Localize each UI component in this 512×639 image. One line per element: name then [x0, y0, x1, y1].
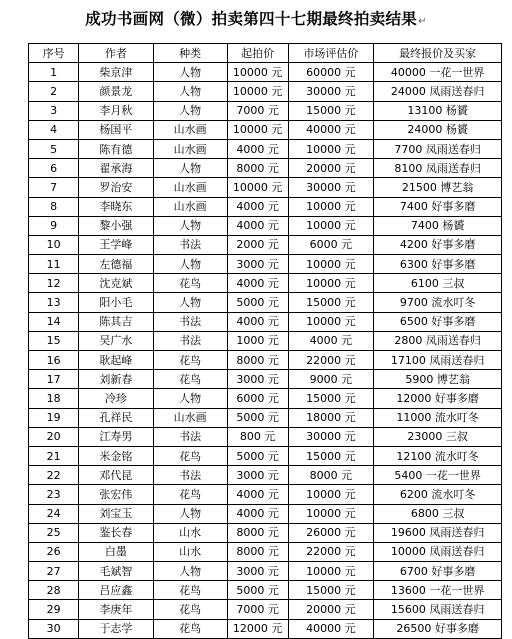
cell-start-price: 8000 元	[227, 542, 288, 561]
cell-final-bid-buyer: 12100 流水叮冬	[374, 446, 502, 465]
cell-author: 罗治安	[79, 178, 153, 197]
cell-start-price: 3000 元	[227, 562, 288, 581]
cell-start-price: 800 元	[227, 427, 288, 446]
table-row	[29, 159, 502, 178]
cell-market-estimate: 20000 元	[288, 159, 374, 178]
cell-start-price: 10000 元	[227, 63, 288, 82]
cell-start-price: 4000 元	[227, 485, 288, 504]
cell-final-bid-buyer: 6300 好事多磨	[374, 255, 502, 274]
cell-category: 山水	[153, 542, 227, 561]
table-row	[29, 427, 502, 446]
cell-start-price: 2000 元	[227, 235, 288, 254]
cell-final-bid-buyer: 23000 三叔	[374, 427, 502, 446]
cell-category: 人物	[153, 389, 227, 408]
cell-category: 山水画	[153, 197, 227, 216]
cell-category: 人物	[153, 255, 227, 274]
cell-market-estimate: 22000 元	[288, 351, 374, 370]
table-header-row	[29, 44, 502, 63]
cell-final-bid-buyer: 9700 流水叮冬	[374, 293, 502, 312]
cell-start-price: 4000 元	[227, 216, 288, 235]
table-row	[29, 312, 502, 331]
cell-author: 吴广水	[79, 331, 153, 350]
cell-final-bid-buyer: 40000 一花一世界	[374, 63, 502, 82]
table-row	[29, 389, 502, 408]
cell-category: 山水	[153, 523, 227, 542]
cell-final-bid-buyer: 7700 凤雨送春归	[374, 139, 502, 158]
cell-final-bid-buyer: 6100 三叔	[374, 274, 502, 293]
cell-index: 26	[29, 542, 79, 561]
cell-final-bid-buyer: 11000 流水叮冬	[374, 408, 502, 427]
cell-index: 9	[29, 216, 79, 235]
header-category: 种类	[153, 44, 227, 63]
cell-start-price: 10000 元	[227, 120, 288, 139]
cell-author: 张宏伟	[79, 485, 153, 504]
cell-index: 1	[29, 63, 79, 82]
cell-index: 10	[29, 235, 79, 254]
table-row	[29, 63, 502, 82]
table-row	[29, 235, 502, 254]
cell-index: 7	[29, 178, 79, 197]
cell-market-estimate: 10000 元	[288, 485, 374, 504]
cell-author: 李晓东	[79, 197, 153, 216]
cell-category: 人物	[153, 63, 227, 82]
cell-market-estimate: 8000 元	[288, 466, 374, 485]
table-row	[29, 351, 502, 370]
cell-start-price: 10000 元	[227, 178, 288, 197]
cell-index: 28	[29, 581, 79, 600]
cell-author: 王学峰	[79, 235, 153, 254]
cell-final-bid-buyer: 21500 博艺翁	[374, 178, 502, 197]
table-row	[29, 82, 502, 101]
cell-author: 于志学	[79, 619, 153, 638]
header-start-price: 起拍价	[227, 44, 288, 63]
cell-author: 阳小毛	[79, 293, 153, 312]
cell-category: 书法	[153, 235, 227, 254]
cell-final-bid-buyer: 7400 杨贇	[374, 216, 502, 235]
cell-category: 花鸟	[153, 600, 227, 619]
cell-category: 人物	[153, 562, 227, 581]
cell-market-estimate: 40000 元	[288, 619, 374, 638]
title-text: 成功书画网（微）拍卖第四十七期最终拍卖结果	[85, 10, 418, 28]
table-row	[29, 542, 502, 561]
cell-index: 11	[29, 255, 79, 274]
cell-author: 颜景龙	[79, 82, 153, 101]
cell-start-price: 6000 元	[227, 389, 288, 408]
cell-category: 山水画	[153, 178, 227, 197]
table-row	[29, 197, 502, 216]
cell-index: 16	[29, 351, 79, 370]
cell-start-price: 3000 元	[227, 466, 288, 485]
cell-category: 书法	[153, 312, 227, 331]
cell-start-price: 3000 元	[227, 255, 288, 274]
header-author: 作者	[79, 44, 153, 63]
cell-author: 耿起峰	[79, 351, 153, 370]
cell-start-price: 5000 元	[227, 446, 288, 465]
cell-final-bid-buyer: 19600 凤雨送春归	[374, 523, 502, 542]
cell-final-bid-buyer: 13600 一花一世界	[374, 581, 502, 600]
table-row	[29, 120, 502, 139]
cell-index: 17	[29, 370, 79, 389]
cell-market-estimate: 22000 元	[288, 542, 374, 561]
cell-category: 人物	[153, 504, 227, 523]
table-row	[29, 446, 502, 465]
cell-market-estimate: 10000 元	[288, 139, 374, 158]
cell-start-price: 5000 元	[227, 581, 288, 600]
cell-final-bid-buyer: 5900 博艺翁	[374, 370, 502, 389]
cell-start-price: 5000 元	[227, 293, 288, 312]
cell-index: 5	[29, 139, 79, 158]
cell-final-bid-buyer: 4200 好事多磨	[374, 235, 502, 254]
cell-market-estimate: 10000 元	[288, 197, 374, 216]
cell-index: 19	[29, 408, 79, 427]
cell-author: 刘宝玉	[79, 504, 153, 523]
cell-final-bid-buyer: 12000 好事多磨	[374, 389, 502, 408]
cell-market-estimate: 30000 元	[288, 427, 374, 446]
cell-market-estimate: 26000 元	[288, 523, 374, 542]
cell-author: 沈克斌	[79, 274, 153, 293]
cell-market-estimate: 30000 元	[288, 178, 374, 197]
header-market-estimate: 市场评估价	[288, 44, 374, 63]
table-row	[29, 216, 502, 235]
table-row	[29, 139, 502, 158]
cell-market-estimate: 10000 元	[288, 312, 374, 331]
cell-category: 山水画	[153, 408, 227, 427]
cell-index: 14	[29, 312, 79, 331]
cell-final-bid-buyer: 6500 好事多磨	[374, 312, 502, 331]
cell-market-estimate: 15000 元	[288, 101, 374, 120]
cell-market-estimate: 15000 元	[288, 446, 374, 465]
cell-final-bid-buyer: 24000 杨贇	[374, 120, 502, 139]
table-row	[29, 178, 502, 197]
cell-final-bid-buyer: 5400 一花一世界	[374, 466, 502, 485]
cell-index: 25	[29, 523, 79, 542]
table-row	[29, 293, 502, 312]
cell-start-price: 4000 元	[227, 312, 288, 331]
cell-author: 左德福	[79, 255, 153, 274]
cell-category: 书法	[153, 466, 227, 485]
paragraph-mark: ↵	[418, 16, 427, 27]
cell-category: 人物	[153, 159, 227, 178]
cell-author: 冷珍	[79, 389, 153, 408]
cell-category: 山水画	[153, 139, 227, 158]
table-row	[29, 600, 502, 619]
table-row	[29, 255, 502, 274]
cell-index: 12	[29, 274, 79, 293]
cell-index: 21	[29, 446, 79, 465]
table-row	[29, 562, 502, 581]
cell-market-estimate: 20000 元	[288, 600, 374, 619]
table-row	[29, 274, 502, 293]
cell-start-price: 3000 元	[227, 370, 288, 389]
cell-start-price: 8000 元	[227, 523, 288, 542]
cell-index: 23	[29, 485, 79, 504]
cell-start-price: 10000 元	[227, 82, 288, 101]
cell-index: 29	[29, 600, 79, 619]
table-row	[29, 331, 502, 350]
cell-author: 陈有德	[79, 139, 153, 158]
cell-market-estimate: 10000 元	[288, 255, 374, 274]
cell-market-estimate: 15000 元	[288, 389, 374, 408]
cell-index: 24	[29, 504, 79, 523]
cell-market-estimate: 10000 元	[288, 504, 374, 523]
cell-final-bid-buyer: 7400 好事多磨	[374, 197, 502, 216]
cell-final-bid-buyer: 6200 流水叮冬	[374, 485, 502, 504]
cell-market-estimate: 15000 元	[288, 581, 374, 600]
document-title	[0, 4, 512, 34]
cell-index: 4	[29, 120, 79, 139]
table-row	[29, 504, 502, 523]
cell-start-price: 1000 元	[227, 331, 288, 350]
cell-category: 花鸟	[153, 274, 227, 293]
cell-start-price: 4000 元	[227, 504, 288, 523]
cell-index: 13	[29, 293, 79, 312]
cell-index: 22	[29, 466, 79, 485]
cell-market-estimate: 4000 元	[288, 331, 374, 350]
cell-market-estimate: 6000 元	[288, 235, 374, 254]
cell-author: 孔祥民	[79, 408, 153, 427]
table-row	[29, 581, 502, 600]
cell-start-price: 8000 元	[227, 351, 288, 370]
cell-start-price: 4000 元	[227, 274, 288, 293]
cell-category: 花鸟	[153, 351, 227, 370]
cell-author: 鉴长春	[79, 523, 153, 542]
cell-final-bid-buyer: 10000 凤雨送春归	[374, 542, 502, 561]
cell-start-price: 8000 元	[227, 159, 288, 178]
table-row	[29, 619, 502, 638]
cell-index: 2	[29, 82, 79, 101]
cell-author: 李庚年	[79, 600, 153, 619]
cell-index: 8	[29, 197, 79, 216]
cell-market-estimate: 30000 元	[288, 82, 374, 101]
cell-start-price: 4000 元	[227, 197, 288, 216]
cell-final-bid-buyer: 13100 杨贇	[374, 101, 502, 120]
cell-author: 刘新春	[79, 370, 153, 389]
cell-author: 陈其吉	[79, 312, 153, 331]
cell-index: 3	[29, 101, 79, 120]
cell-market-estimate: 15000 元	[288, 293, 374, 312]
cell-final-bid-buyer: 6800 三叔	[374, 504, 502, 523]
cell-final-bid-buyer: 24000 凤雨送春归	[374, 82, 502, 101]
table-row	[29, 523, 502, 542]
cell-market-estimate: 18000 元	[288, 408, 374, 427]
cell-index: 27	[29, 562, 79, 581]
cell-index: 6	[29, 159, 79, 178]
cell-index: 15	[29, 331, 79, 350]
cell-author: 白墨	[79, 542, 153, 561]
cell-category: 山水画	[153, 120, 227, 139]
cell-category: 书法	[153, 331, 227, 350]
cell-category: 花鸟	[153, 485, 227, 504]
cell-author: 江寿男	[79, 427, 153, 446]
table-row	[29, 408, 502, 427]
cell-index: 30	[29, 619, 79, 638]
cell-final-bid-buyer: 8100 凤雨送春归	[374, 159, 502, 178]
cell-market-estimate: 10000 元	[288, 216, 374, 235]
table-row	[29, 466, 502, 485]
cell-market-estimate: 10000 元	[288, 274, 374, 293]
cell-author: 吕应鑫	[79, 581, 153, 600]
cell-author: 柴京津	[79, 63, 153, 82]
cell-start-price: 4000 元	[227, 139, 288, 158]
table-row	[29, 485, 502, 504]
cell-author: 杨国平	[79, 120, 153, 139]
table-row	[29, 370, 502, 389]
cell-category: 人物	[153, 293, 227, 312]
cell-category: 人物	[153, 216, 227, 235]
cell-author: 毛斌智	[79, 562, 153, 581]
cell-category: 人物	[153, 82, 227, 101]
cell-author: 黎小强	[79, 216, 153, 235]
cell-category: 花鸟	[153, 619, 227, 638]
cell-author: 翟承海	[79, 159, 153, 178]
cell-start-price: 7000 元	[227, 600, 288, 619]
cell-market-estimate: 40000 元	[288, 120, 374, 139]
cell-author: 李月秋	[79, 101, 153, 120]
auction-results-table	[28, 43, 502, 639]
cell-final-bid-buyer: 17100 凤雨送春归	[374, 351, 502, 370]
cell-index: 20	[29, 427, 79, 446]
cell-author: 米金铭	[79, 446, 153, 465]
cell-market-estimate: 10000 元	[288, 562, 374, 581]
cell-final-bid-buyer: 6700 好事多磨	[374, 562, 502, 581]
cell-category: 书法	[153, 427, 227, 446]
cell-market-estimate: 9000 元	[288, 370, 374, 389]
cell-category: 人物	[153, 101, 227, 120]
cell-final-bid-buyer: 2800 凤雨送春归	[374, 331, 502, 350]
table-row	[29, 101, 502, 120]
cell-final-bid-buyer: 15600 凤雨送春归	[374, 600, 502, 619]
cell-market-estimate: 60000 元	[288, 63, 374, 82]
cell-start-price: 5000 元	[227, 408, 288, 427]
cell-start-price: 12000 元	[227, 619, 288, 638]
cell-category: 花鸟	[153, 370, 227, 389]
cell-author: 邓代昆	[79, 466, 153, 485]
header-index: 序号	[29, 44, 79, 63]
header-final-bid-buyer: 最终报价及买家	[374, 44, 502, 63]
cell-final-bid-buyer: 26500 好事多磨	[374, 619, 502, 638]
cell-start-price: 7000 元	[227, 101, 288, 120]
cell-category: 花鸟	[153, 446, 227, 465]
cell-index: 18	[29, 389, 79, 408]
cell-category: 花鸟	[153, 581, 227, 600]
